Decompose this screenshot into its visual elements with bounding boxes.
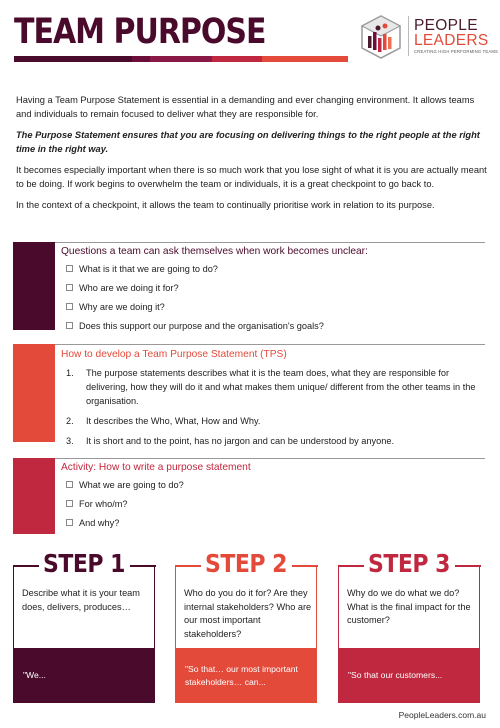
section2-divider: [55, 344, 485, 345]
list-item-label: And why?: [79, 517, 120, 528]
list-number: 2.: [66, 416, 74, 426]
logo-tagline: CREATING HIGH PERFORMING TEAMS: [414, 49, 499, 54]
section2-title: How to develop a Team Purpose Statement (TPS): [61, 349, 287, 360]
list-item-label: Who are we doing it for?: [79, 282, 179, 293]
checkbox-icon: [66, 481, 73, 488]
section2-color-bar: [13, 344, 55, 442]
title-underline-stripes: [14, 56, 348, 62]
section1-divider: [55, 242, 485, 243]
list-item-label: What is it that we are going to do?: [79, 263, 218, 274]
list-item: [66, 494, 184, 513]
section1-checklist: [66, 259, 324, 335]
step-2-card: [175, 550, 317, 703]
section3-color-bar: [13, 458, 55, 534]
list-item-label: Does this support our purpose and the organisation's goals?: [79, 320, 324, 331]
list-item: [66, 278, 324, 297]
checkbox-icon: [66, 284, 73, 291]
step-3-title: STEP 3: [368, 550, 450, 579]
section3-divider: [55, 458, 485, 459]
section1-title: Questions a team can ask themselves when work becomes unclear:: [61, 246, 368, 257]
logo-line-2: LEADERS: [414, 32, 489, 49]
step-2-answer-prompt: "So that… our most important stakeholders… can...: [175, 648, 317, 703]
checkbox-icon: [66, 519, 73, 526]
section1-color-bar: [13, 242, 55, 330]
checkbox-icon: [66, 500, 73, 507]
list-item: [66, 366, 486, 408]
step-2-title: STEP 2: [205, 550, 287, 579]
step-1-card: [13, 550, 155, 703]
list-item: [66, 259, 324, 278]
list-number: 1.: [66, 368, 74, 378]
list-item: [66, 316, 324, 335]
list-item-label: Why are we doing it?: [79, 301, 165, 312]
logo-line-1: PEOPLE: [414, 17, 478, 34]
intro-paragraph-4: In the context of a checkpoint, it allows the team to continually prioritise work in relation to its purpose.: [16, 200, 435, 210]
logo-wordmark: [414, 18, 488, 48]
footer-url: PeopleLeaders.com.au: [398, 710, 486, 720]
step-3-answer-prompt: "So that our customers...: [338, 648, 480, 703]
step-1-question: Describe what it is your team does, delivers, produces…: [22, 588, 140, 612]
logo-divider: [408, 16, 409, 56]
checkbox-icon: [66, 322, 73, 329]
step-3-question: Why do we do what we do? What is the final impact for the customer?: [347, 588, 471, 625]
logo-cube-icon: [358, 14, 404, 60]
list-number: 3.: [66, 436, 74, 446]
list-item-label: The purpose statements describes what it is the team does, what they are responsible for delivering, how they will do it and what makes them unique/ different from the other teams in the organisation.: [86, 368, 476, 406]
checkbox-icon: [66, 265, 73, 272]
step-1-title: STEP 1: [43, 550, 125, 579]
intro-text: [16, 93, 488, 219]
list-item: [66, 513, 184, 532]
list-item: [66, 297, 324, 316]
list-item-label: It describes the Who, What, How and Why.: [86, 416, 261, 426]
list-item-label: It is short and to the point, has no jargon and can be understood by anyone.: [86, 436, 394, 446]
intro-paragraph-1: Having a Team Purpose Statement is essential in a demanding and ever changing environment. It allows teams and individuals to remain focused to deliver what they are responsible for.: [16, 95, 475, 119]
section3-title: Activity: How to write a purpose statement: [61, 462, 251, 473]
list-item-label: For who/m?: [79, 498, 128, 509]
list-item: [66, 434, 486, 448]
section3-checklist: [66, 475, 184, 532]
section2-numbered-list: [66, 366, 486, 454]
list-item: [66, 475, 184, 494]
intro-paragraph-3: It becomes especially important when there is so much work that you lose sight of what it is you are actually meant to be doing. If work begins to overwhelm the team or individuals, it is a great checkpoint to go back to.: [16, 165, 487, 189]
people-leaders-logo: [358, 14, 499, 60]
list-item: [66, 414, 486, 428]
step-2-question: Who do you do it for? Are they internal stakeholders? Who are our most important stakeholders?: [184, 588, 312, 639]
list-item-label: What we are going to do?: [79, 479, 184, 490]
page-title: TEAM PURPOSE: [14, 12, 266, 53]
intro-paragraph-2: The Purpose Statement ensures that you are focusing on delivering things to the right people at the right time in the right way.: [16, 130, 480, 154]
checkbox-icon: [66, 303, 73, 310]
step-3-card: [338, 550, 480, 703]
step-1-answer-prompt: "We...: [13, 648, 155, 703]
